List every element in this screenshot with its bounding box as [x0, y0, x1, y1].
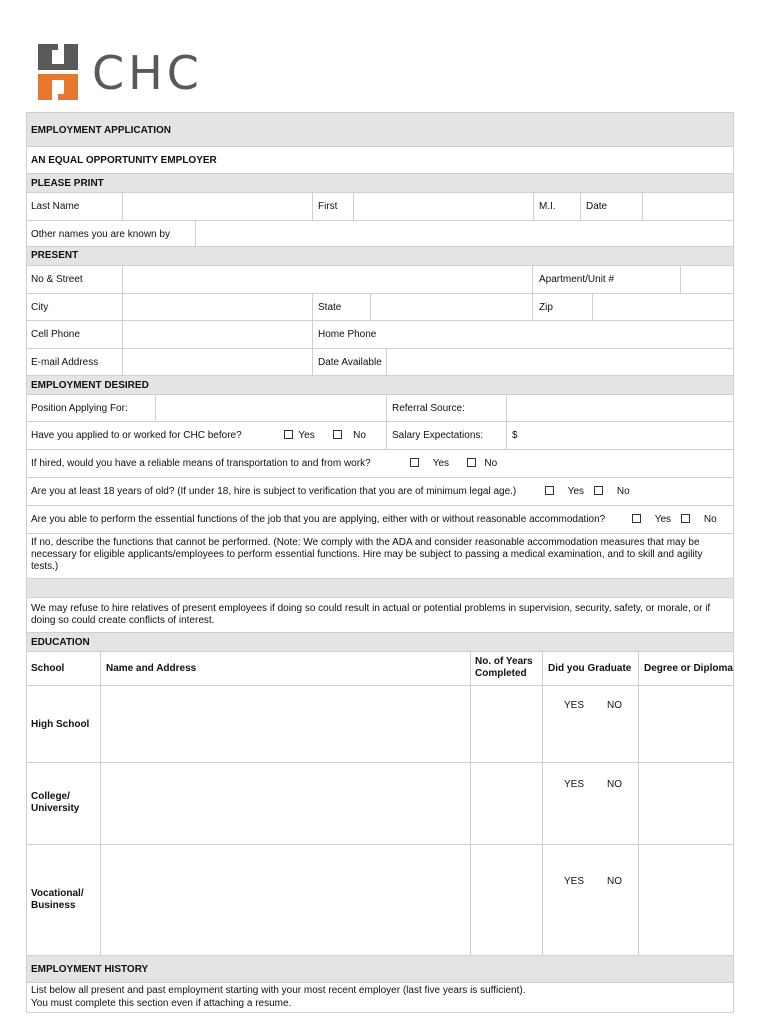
age-no-option[interactable] — [594, 486, 630, 497]
essential-question: Are you able to perform the essential functions of the job that you are applying, either with or without reasonable accommodation? — [31, 514, 606, 525]
first-name-label: First — [318, 201, 338, 212]
checkbox-icon[interactable] — [410, 458, 419, 467]
form-title: EMPLOYMENT APPLICATION — [31, 125, 171, 136]
edu-name-address-field[interactable] — [100, 686, 470, 762]
age-question: Are you at least 18 years of old? (If under 18, hire is subject to verification that you are of minimum legal age.) — [31, 486, 517, 497]
transport-yes-label: Yes — [432, 458, 450, 469]
date-available-divider — [312, 349, 313, 375]
edu-row-vocational — [26, 845, 734, 956]
other-names-row — [26, 221, 734, 247]
employment-history-heading: EMPLOYMENT HISTORY — [31, 964, 149, 975]
please-print-label: PLEASE PRINT — [31, 178, 104, 189]
apartment-divider — [532, 266, 533, 293]
position-row — [26, 395, 734, 422]
present-heading: PRESENT — [31, 250, 79, 261]
transport-row — [26, 450, 734, 478]
other-names-field[interactable] — [195, 221, 735, 246]
checkbox-icon[interactable] — [467, 458, 476, 467]
relatives-row — [26, 598, 734, 633]
checkbox-icon[interactable] — [545, 486, 554, 495]
transport-no-option[interactable] — [467, 458, 497, 469]
col-degree: Degree or Diploma — [644, 663, 733, 674]
phone-row — [26, 321, 734, 349]
salary-label: Salary Expectations: — [392, 430, 484, 441]
present-row — [26, 247, 734, 266]
edu-no-option[interactable]: NO — [607, 876, 622, 887]
age-yes-label: Yes — [567, 486, 585, 497]
essential-yes-option[interactable] — [632, 514, 671, 525]
checkbox-icon[interactable] — [333, 430, 342, 439]
blank-separator — [26, 579, 734, 598]
date-available-field[interactable] — [386, 349, 735, 375]
col-name-address: Name and Address — [106, 663, 197, 674]
city-field[interactable] — [122, 294, 313, 320]
col-school: School — [31, 663, 65, 674]
checkbox-icon[interactable] — [284, 430, 293, 439]
zip-divider — [532, 294, 533, 320]
date-label: Date — [586, 201, 608, 212]
edu-no-option[interactable]: NO — [607, 700, 622, 711]
essential-row — [26, 506, 734, 534]
edu-years-field[interactable] — [470, 763, 542, 844]
edu-years-field[interactable] — [470, 686, 542, 762]
relatives-policy: We may refuse to hire relatives of present employees if doing so could result in actual or potential problems in supervision, security, safety, or morale, or if doing so could create conflicts of interest. — [31, 603, 711, 626]
referral-field[interactable] — [506, 395, 735, 421]
date-field[interactable] — [642, 193, 735, 220]
edu-yes-option[interactable]: YES — [564, 779, 585, 790]
transport-no-label: No — [484, 458, 498, 469]
logo-wordmark: CHC — [92, 46, 203, 100]
state-label: State — [318, 302, 342, 313]
salary-field[interactable] — [506, 422, 735, 449]
history-line-1: List below all present and past employment starting with your most recent employer (last five years is sufficient). — [31, 985, 526, 996]
state-field[interactable] — [370, 294, 533, 320]
mi-divider — [533, 193, 534, 220]
applied-no-label: No — [353, 430, 366, 441]
city-row — [26, 294, 734, 321]
last-name-label: Last Name — [31, 201, 80, 212]
cell-phone-label: Cell Phone — [31, 329, 80, 340]
street-label: No & Street — [31, 274, 83, 285]
edu-school-label: Vocational/ Business — [31, 888, 84, 911]
edu-years-field[interactable] — [470, 845, 542, 955]
col-divider — [542, 686, 543, 762]
col-divider — [470, 652, 471, 685]
employment-desired-row — [26, 376, 734, 395]
email-field[interactable] — [122, 349, 313, 375]
zip-label: Zip — [539, 302, 553, 313]
edu-degree-field[interactable] — [638, 763, 734, 844]
applied-yes-label: Yes — [298, 430, 315, 441]
mi-label: M.I. — [539, 201, 556, 212]
chc-logo — [38, 44, 78, 103]
date-available-label: Date Available — [318, 357, 382, 368]
applied-yes-option[interactable] — [284, 430, 315, 441]
cell-phone-field[interactable] — [122, 321, 313, 348]
dollar-sign: $ — [512, 430, 518, 441]
first-divider — [312, 193, 313, 220]
applied-no-option[interactable] — [333, 430, 366, 441]
edu-yes-option[interactable]: YES — [564, 876, 585, 887]
edu-no-option[interactable]: NO — [607, 779, 622, 790]
col-divider — [638, 652, 639, 685]
col-years: No. of Years Completed — [475, 656, 533, 679]
last-name-field[interactable] — [122, 193, 313, 220]
employment-desired-heading: EMPLOYMENT DESIRED — [31, 380, 149, 391]
col-divider — [542, 652, 543, 685]
email-label: E-mail Address — [31, 357, 99, 368]
eeo-statement: AN EQUAL OPPORTUNITY EMPLOYER — [31, 155, 217, 166]
edu-row-high-school — [26, 686, 734, 763]
edu-degree-field[interactable] — [638, 845, 734, 955]
please-print-row — [26, 174, 734, 193]
checkbox-icon[interactable] — [681, 514, 690, 523]
history-instructions-row — [26, 983, 734, 1013]
position-label: Position Applying For: — [31, 403, 128, 414]
age-row — [26, 478, 734, 506]
edu-yes-option[interactable]: YES — [564, 700, 585, 711]
edu-name-address-field[interactable] — [100, 763, 470, 844]
col-divider — [100, 652, 101, 685]
transport-yes-option[interactable] — [410, 458, 449, 469]
checkbox-icon[interactable] — [632, 514, 641, 523]
edu-row-college — [26, 763, 734, 845]
position-field[interactable] — [155, 395, 387, 421]
referral-divider — [386, 395, 387, 421]
street-row — [26, 266, 734, 294]
education-heading-row — [26, 633, 734, 652]
first-name-field[interactable] — [353, 193, 534, 220]
eeo-row — [26, 147, 734, 174]
age-no-label: No — [616, 486, 630, 497]
essential-yes-label: Yes — [654, 514, 672, 525]
essential-no-label: No — [703, 514, 717, 525]
referral-label: Referral Source: — [392, 403, 465, 414]
edu-school-label: High School — [31, 719, 90, 730]
edu-name-address-field[interactable] — [100, 845, 470, 955]
transport-question: If hired, would you have a reliable means of transportation to and from work? — [31, 458, 371, 469]
city-label: City — [31, 302, 49, 313]
col-divider — [542, 763, 543, 844]
education-heading: EDUCATION — [31, 637, 90, 648]
form-title-row — [26, 112, 734, 147]
employment-history-row — [26, 956, 734, 983]
education-header-row — [26, 652, 734, 686]
other-names-label: Other names you are known by — [31, 229, 170, 240]
apartment-field[interactable] — [680, 266, 735, 293]
name-row — [26, 193, 734, 221]
home-phone-label: Home Phone — [318, 329, 377, 340]
if-no-row[interactable] — [26, 534, 734, 579]
col-graduate: Did you Graduate — [548, 663, 632, 674]
applied-before-question: Have you applied to or worked for CHC before? — [31, 430, 242, 441]
applied-before-row — [26, 422, 734, 450]
salary-divider — [386, 422, 387, 449]
col-divider — [542, 845, 543, 955]
state-divider — [312, 294, 313, 320]
email-row — [26, 349, 734, 376]
application-form — [26, 112, 734, 1013]
checkbox-icon[interactable] — [594, 486, 603, 495]
essential-no-option[interactable] — [681, 514, 717, 525]
history-line-2: You must complete this section even if attaching a resume. — [31, 998, 292, 1009]
if-no-instructions: If no, describe the functions that cannot be performed. (Note: We comply with the ADA and consider reasonable accommodation measures that may be necessary for eligible applicants/employees to perform essential functions. Hire may be subject to passing a medical examination, and to skill and agility tests.) — [31, 537, 703, 572]
edu-school-label: College/ University — [31, 791, 80, 814]
age-yes-option[interactable] — [545, 486, 584, 497]
zip-field[interactable] — [592, 294, 735, 320]
apartment-label: Apartment/Unit # — [539, 274, 615, 285]
edu-degree-field[interactable] — [638, 686, 734, 762]
street-field[interactable] — [122, 266, 533, 293]
